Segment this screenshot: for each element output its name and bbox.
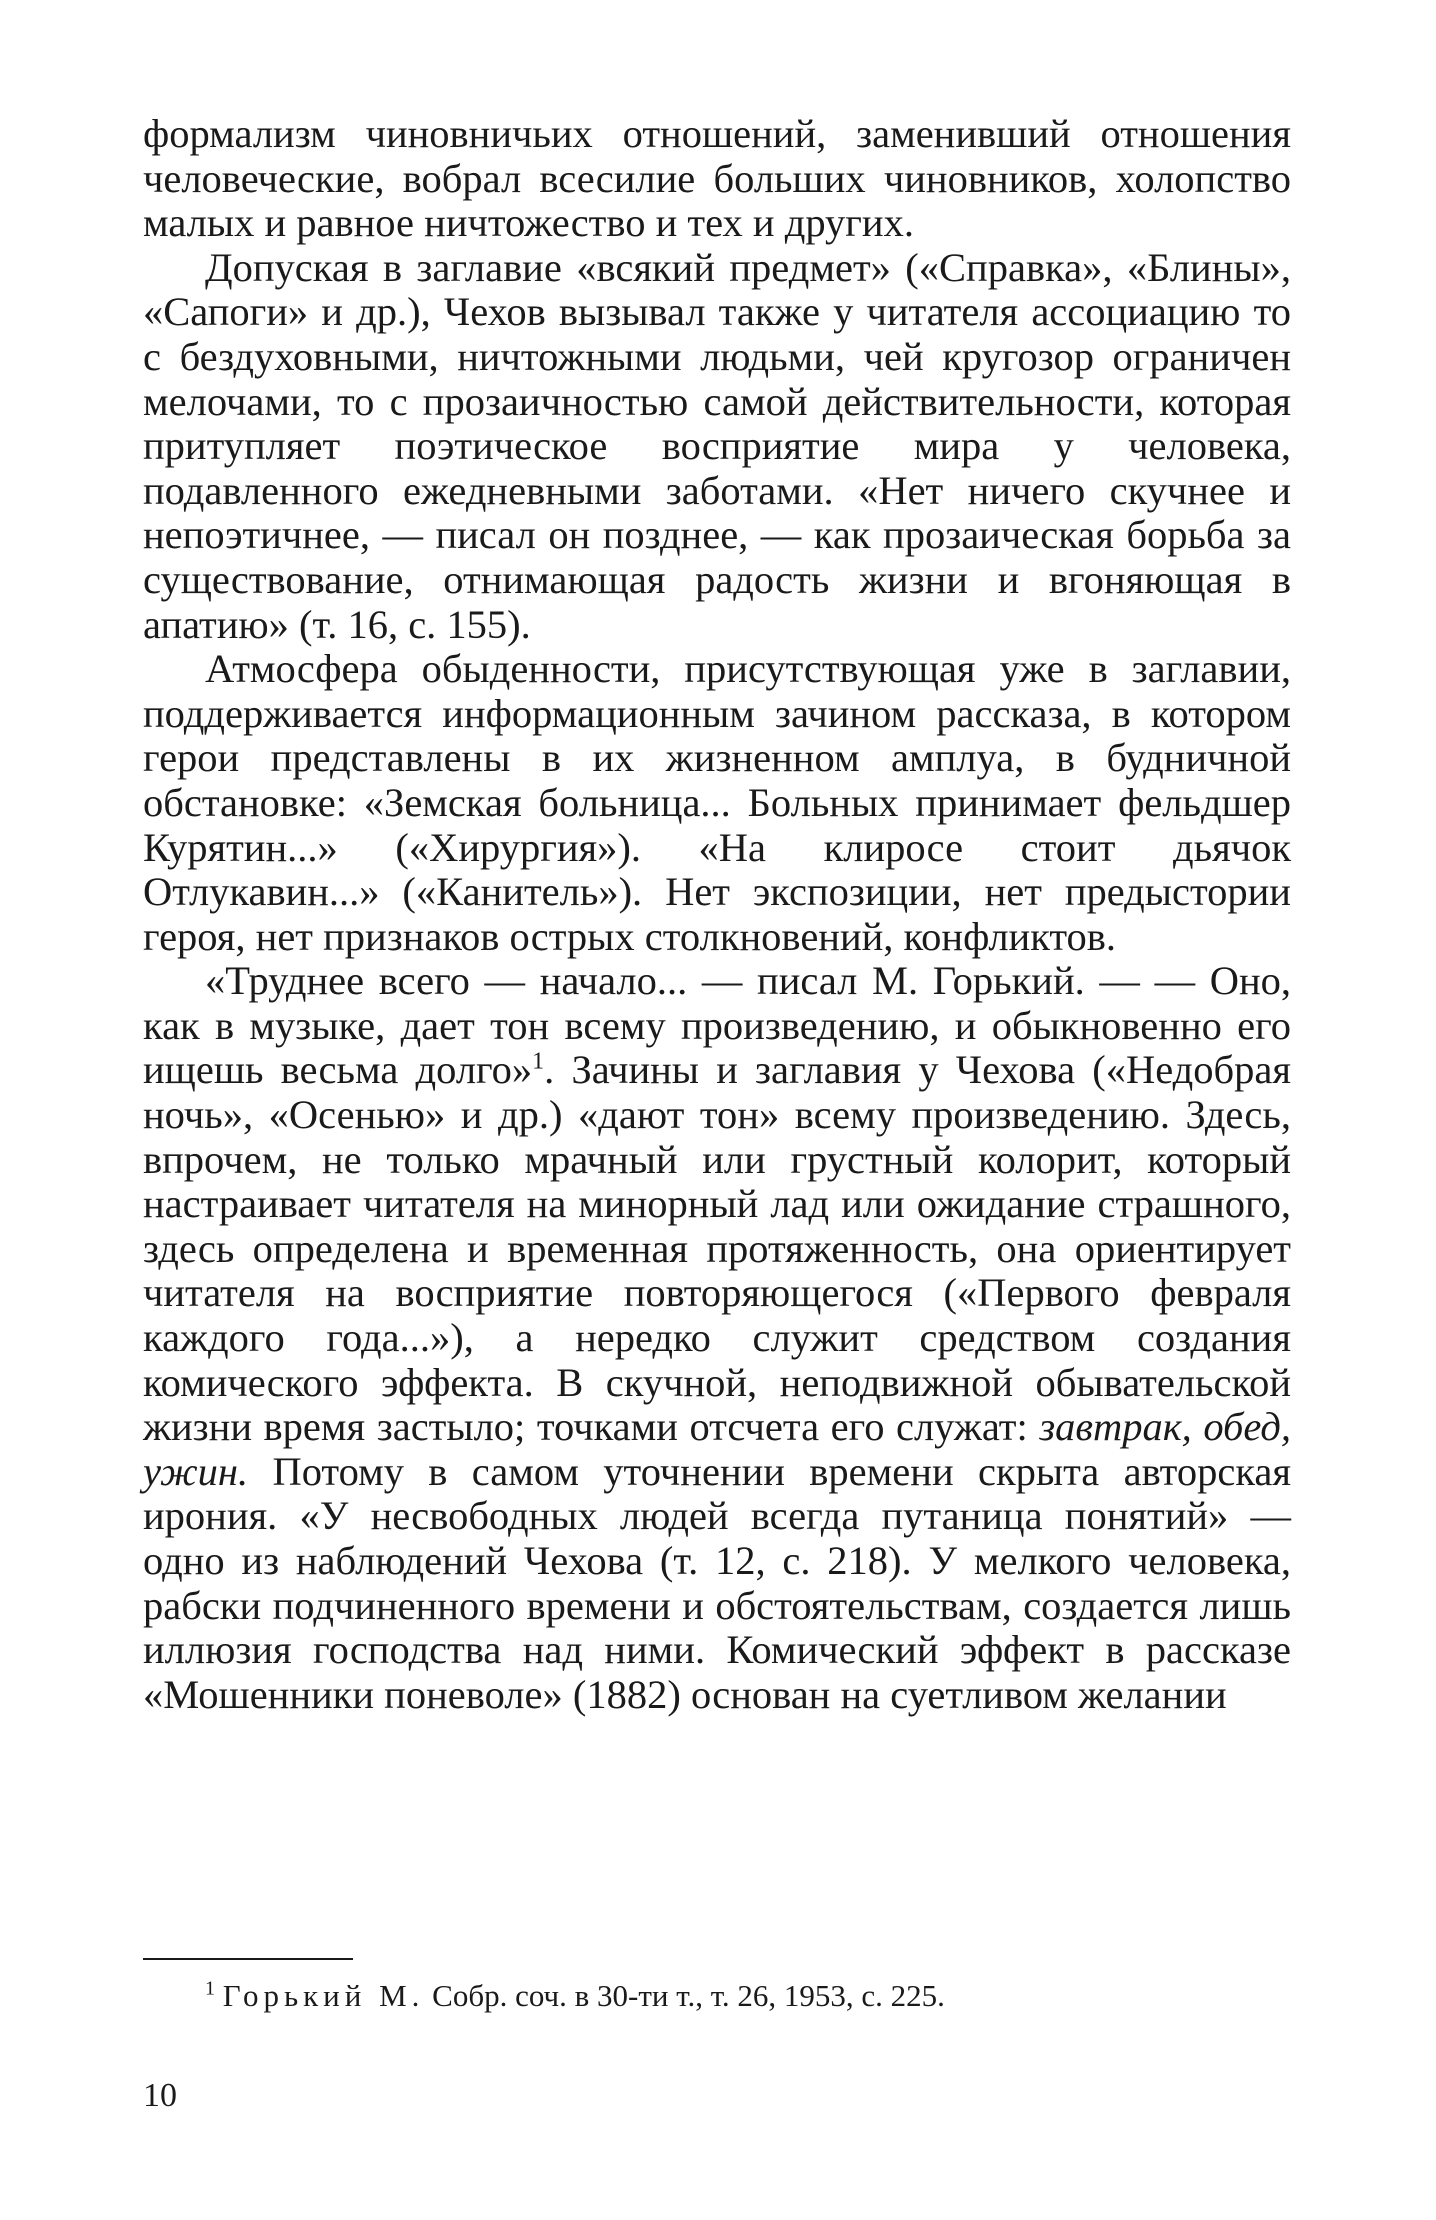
paragraph-2-text: Допуская в заглавие «всякий предмет» («Справка», «Блины», «Сапоги» и др.), Чехов вызывал также у читателя ассоциацию то с бездуховными, ничтожными людьми, чей кругозор ограничен мелочами, то с прозаичностью самой действительности, которая притупляет поэтическое восприятие мира у человека, подавленного ежедневными заботами. «Нет ничего скучнее и непоэтичнее, — писал он позднее, — как прозаическая борьба за существование, отнимающая радость жизни и вгоняющая в апатию» (т. 16, с. 155). <box>143 244 1291 647</box>
paragraph-3 <box>143 647 1291 959</box>
footnote <box>205 1976 1291 2016</box>
paragraph-1-text: формализм чиновничьих отношений, заменивший отношения человеческие, вобрал всесилие больших чиновников, холопство малых и равное ничтожество и тех и других. <box>143 111 1291 246</box>
page-number: 10 <box>143 2077 177 2114</box>
paragraph-3-text: Атмосфера обыденности, присутствующая уже в заглавии, поддерживается информационным зачином рассказа, в котором герои представлены в их жизненном амплуа, в будничной обстановке: «Земская больница... Больных принимает фельдшер Курятин...» («Хирургия»). «На клиросе стоит дьячок Отлукавин...» («Канитель»). Нет экспозиции, нет предыстории героя, нет признаков острых столкновений, конфликтов. <box>143 646 1291 959</box>
paragraph-2 <box>143 246 1291 647</box>
footnote-separator-rule <box>143 1958 353 1960</box>
footnote-marker: 1 <box>205 1977 215 2000</box>
paragraph-4-text-middle: . Зачины и заглавия у Чехова («Недобрая ночь», «Осенью» и др.) «дают тон» всему произведению. Здесь, впрочем, не только мрачный или грустный колорит, который настраивает читателя на минорный лад или ожидание страшного, здесь определена и временная протяженность, она ориентирует читателя на восприятие повторяющегося («Первого февраля каждого года...»), а нередко служит средством создания комического эффекта. В скучной, неподвижной обывательской жизни время застыло; точками отсчета его служат: <box>143 1047 1291 1450</box>
paragraph-4 <box>143 959 1291 1717</box>
paragraph-4-text-start: «Труднее всего — начало... — писал М. Горький. — — Оно, как в музыке, дает тон всему произведению, и обыкновенно его ищешь весьма долго» <box>143 958 1291 1093</box>
footnote-reference-marker: 1 <box>532 1048 545 1075</box>
footnote-author: Горький М. <box>222 1978 425 2013</box>
paragraph-4-italic-text: завтрак, обед, ужин. <box>143 1404 1291 1494</box>
paragraph-1 <box>143 112 1291 246</box>
paragraph-4-text-end: Потому в самом уточнении времени скрыта авторская ирония. «У несвободных людей всегда путаница понятий» — одно из наблюдений Чехова (т. 12, с. 218). У мелкого человека, рабски подчиненного времени и обстоятельствам, создается лишь иллюзия господства над ними. Комический эффект в рассказе «Мошенники поневоле» (1882) основан на суетливом желании <box>143 1448 1291 1717</box>
footnote-text: Собр. соч. в 30-ти т., т. 26, 1953, с. 225. <box>424 1978 945 2013</box>
body-text <box>143 112 1291 1717</box>
